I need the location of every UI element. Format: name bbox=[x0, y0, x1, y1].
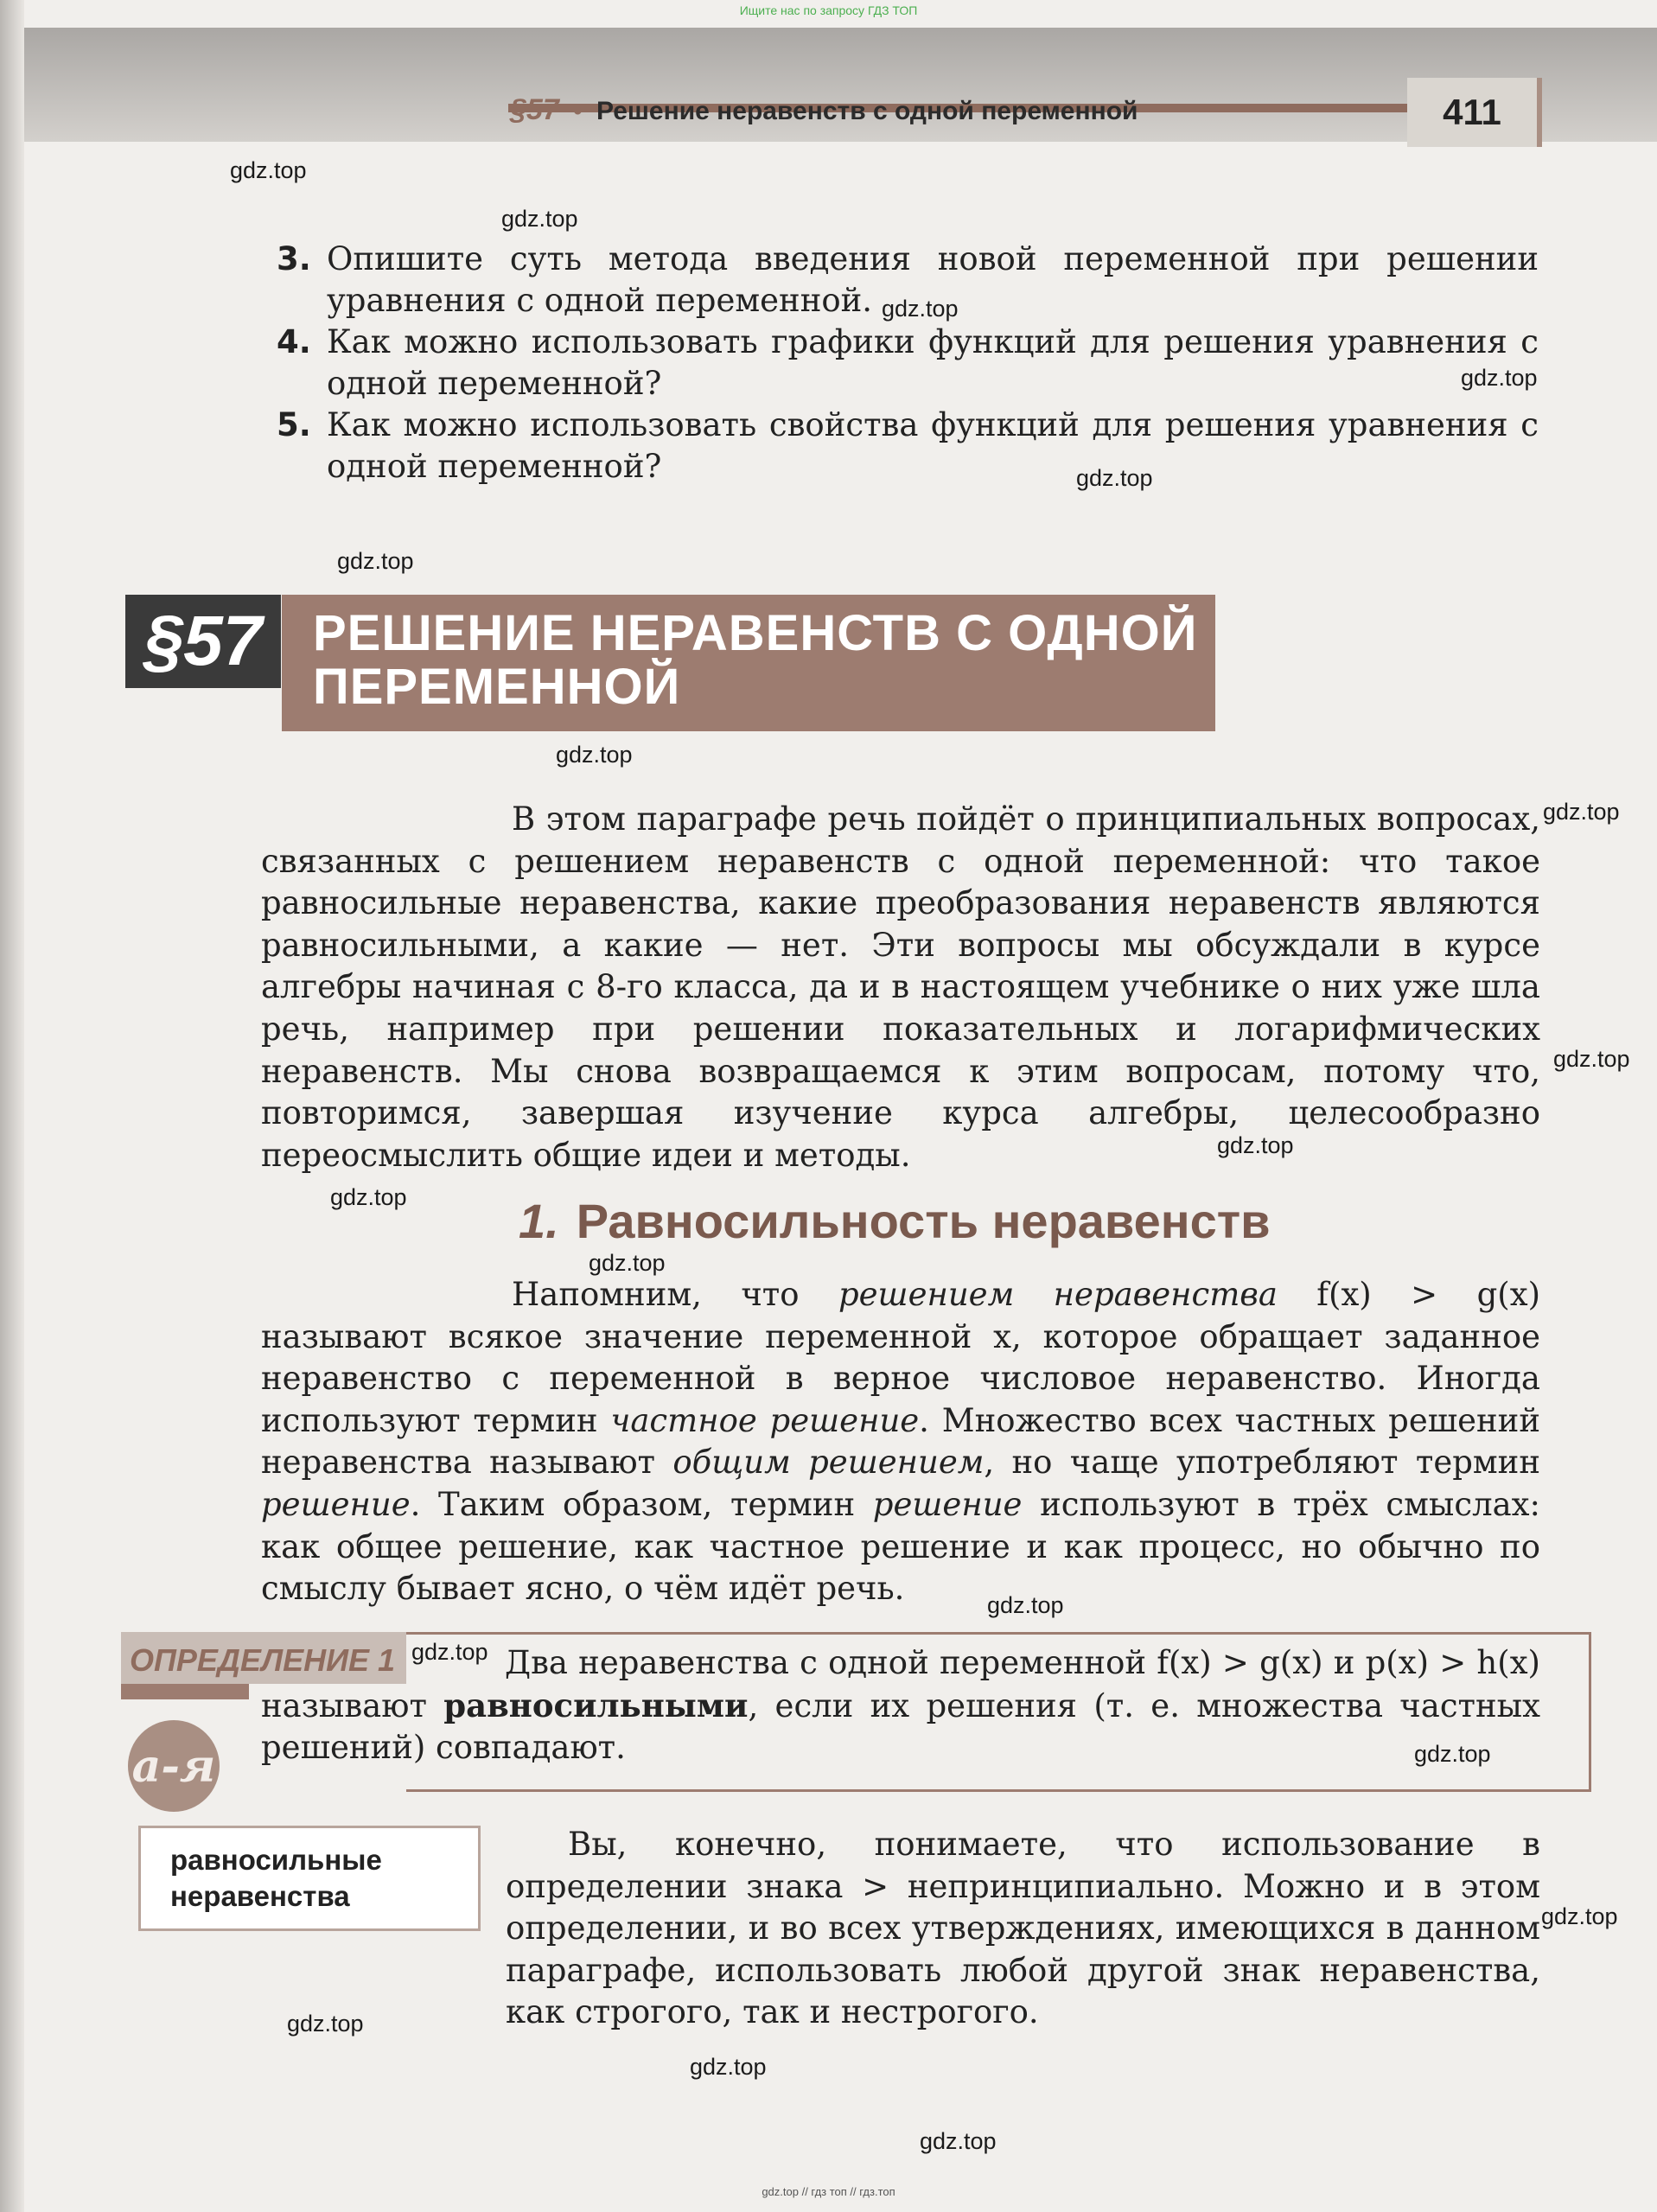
glossary-term-line2: неравенства bbox=[170, 1880, 350, 1912]
page-binding-edge bbox=[0, 0, 24, 2212]
top-search-note: Ищите нас по запросу ГДЗ ТОП bbox=[739, 3, 918, 17]
p2-term-particular-solution: частное решение bbox=[610, 1401, 920, 1439]
p2-term-solution: решение bbox=[261, 1485, 411, 1523]
p2-text-c: f(x) > g(x) называют всякое значение переменной x, которое обращает заданное неравенство с переменной в верное числовое неравенство. Иногда используют термин bbox=[261, 1276, 1540, 1439]
running-head-section: §57 bbox=[510, 93, 559, 126]
watermark: gdz.top bbox=[589, 1250, 666, 1276]
definition-label: ОПРЕДЕЛЕНИЕ 1 bbox=[121, 1632, 406, 1684]
definition-term-equivalent: равносильными bbox=[443, 1686, 749, 1724]
definition-of-solution-paragraph bbox=[261, 1274, 1540, 1610]
question-number: 5. bbox=[277, 406, 311, 443]
final-paragraph-text: Вы, конечно, понимаете, что использование в определении знака > непринципиально. Можно и в этом определении, и во всех утверждениях, имеющихся в данном параграфе, использовать любой другой знак неравенства, как строгого, так и нестрогого. bbox=[506, 1826, 1540, 2031]
watermark: gdz.top bbox=[1076, 465, 1153, 491]
p2-text-i: . Таким образом, термин bbox=[410, 1485, 873, 1523]
glossary-term-line1: равносильные bbox=[170, 1844, 382, 1876]
watermark: gdz.top bbox=[1543, 799, 1620, 825]
glossary-term-box bbox=[138, 1826, 481, 1931]
p2-text-a: Напомним, что bbox=[512, 1276, 838, 1313]
watermark: gdz.top bbox=[690, 2054, 767, 2080]
page-number: 411 bbox=[1407, 78, 1542, 147]
subsection-heading bbox=[519, 1193, 1271, 1249]
p2-term-general-solution: общим решением bbox=[672, 1444, 985, 1482]
section-title-line1: РЕШЕНИЕ НЕРАВЕНСТВ С ОДНОЙ bbox=[313, 605, 1198, 661]
running-head-title: Решение неравенств с одной переменной bbox=[596, 97, 1138, 125]
watermark: gdz.top bbox=[882, 296, 959, 322]
glossary-icon: а-я bbox=[128, 1720, 220, 1812]
definition-frame-right bbox=[1589, 1632, 1591, 1791]
watermark: gdz.top bbox=[330, 1184, 407, 1210]
watermark: gdz.top bbox=[987, 1592, 1064, 1618]
p2-term-solution-of-inequality: решением неравенства bbox=[838, 1276, 1278, 1313]
bottom-note: gdz.top // гдз топ // гдз.топ bbox=[762, 2185, 895, 2198]
definition-label-bar bbox=[121, 1684, 249, 1699]
running-head-dot: • bbox=[573, 97, 583, 125]
p2-text-k: используют в трёх смыслах: как общее решение, как частное решение и как процесс, но обычно по смыслу бывает ясно, о чём идёт речь. bbox=[261, 1485, 1540, 1608]
watermark: gdz.top bbox=[287, 2011, 364, 2037]
watermark: gdz.top bbox=[1541, 1903, 1618, 1929]
question-text: Как можно использовать графики функций для решения уравнения с одной переменной? bbox=[327, 323, 1539, 402]
watermark: gdz.top bbox=[1217, 1132, 1294, 1158]
watermark: gdz.top bbox=[920, 2128, 997, 2154]
watermark: gdz.top bbox=[501, 206, 578, 232]
subsection-number: 1. bbox=[519, 1194, 559, 1248]
watermark: gdz.top bbox=[337, 548, 414, 574]
p2-text-g: , но чаще употребляют термин bbox=[984, 1444, 1540, 1482]
question-number: 4. bbox=[277, 323, 311, 360]
watermark: gdz.top bbox=[1461, 365, 1538, 391]
watermark: gdz.top bbox=[1414, 1741, 1491, 1767]
review-questions bbox=[277, 239, 1539, 488]
question-number: 3. bbox=[277, 240, 311, 277]
intro-paragraph-text: В этом параграфе речь пойдёт о принципиальных вопросах, связанных с решением неравенств с одной переменной: что такое равносильные неравенства, какие преобразования неравенств являются равносильными, а какие — нет. Эти вопросы мы обсуждали в курсе алгебры начиная с 8-го класса, да и в настоящем учебнике о них уже шла речь, например при решении показательных и логарифмических неравенств. Мы снова возвращаемся к этим вопросам, потому что, повторимся, завершая изучение курса алгебры, целесообразно переосмыслить общие идеи и методы. bbox=[261, 800, 1540, 1174]
definition-text-a: Два неравенства с одной переменной f(x) > g(x) и p(x) > h(x) называют bbox=[261, 1644, 1540, 1724]
definition-text-c: , если их решения (т. е. множества частных решений) совпадают. bbox=[261, 1686, 1540, 1767]
definition-frame-bottom bbox=[406, 1789, 1591, 1792]
watermark: gdz.top bbox=[1553, 1046, 1630, 1072]
question-text: Опишите суть метода введения новой переменной при решении уравнения с одной переменной. bbox=[327, 240, 1539, 319]
p2-term-solution-2: решение bbox=[872, 1485, 1023, 1523]
section-title-line2: ПЕРЕМЕННОЙ bbox=[313, 659, 681, 715]
question-text: Как можно использовать свойства функций для решения уравнения с одной переменной? bbox=[327, 406, 1539, 485]
section-badge: §57 bbox=[125, 595, 281, 688]
final-paragraph bbox=[506, 1824, 1540, 2034]
subsection-title: Равносильность неравенств bbox=[576, 1194, 1271, 1248]
watermark: gdz.top bbox=[556, 742, 633, 768]
watermark: gdz.top bbox=[230, 157, 307, 183]
watermark: gdz.top bbox=[411, 1639, 488, 1665]
intro-paragraph bbox=[261, 799, 1540, 1176]
question-item bbox=[277, 322, 1539, 405]
section-title-banner bbox=[282, 595, 1215, 731]
running-head bbox=[510, 93, 1138, 127]
p2-text-e: . Множество всех частных решений неравенства называют bbox=[261, 1401, 1540, 1482]
question-item bbox=[277, 405, 1539, 488]
